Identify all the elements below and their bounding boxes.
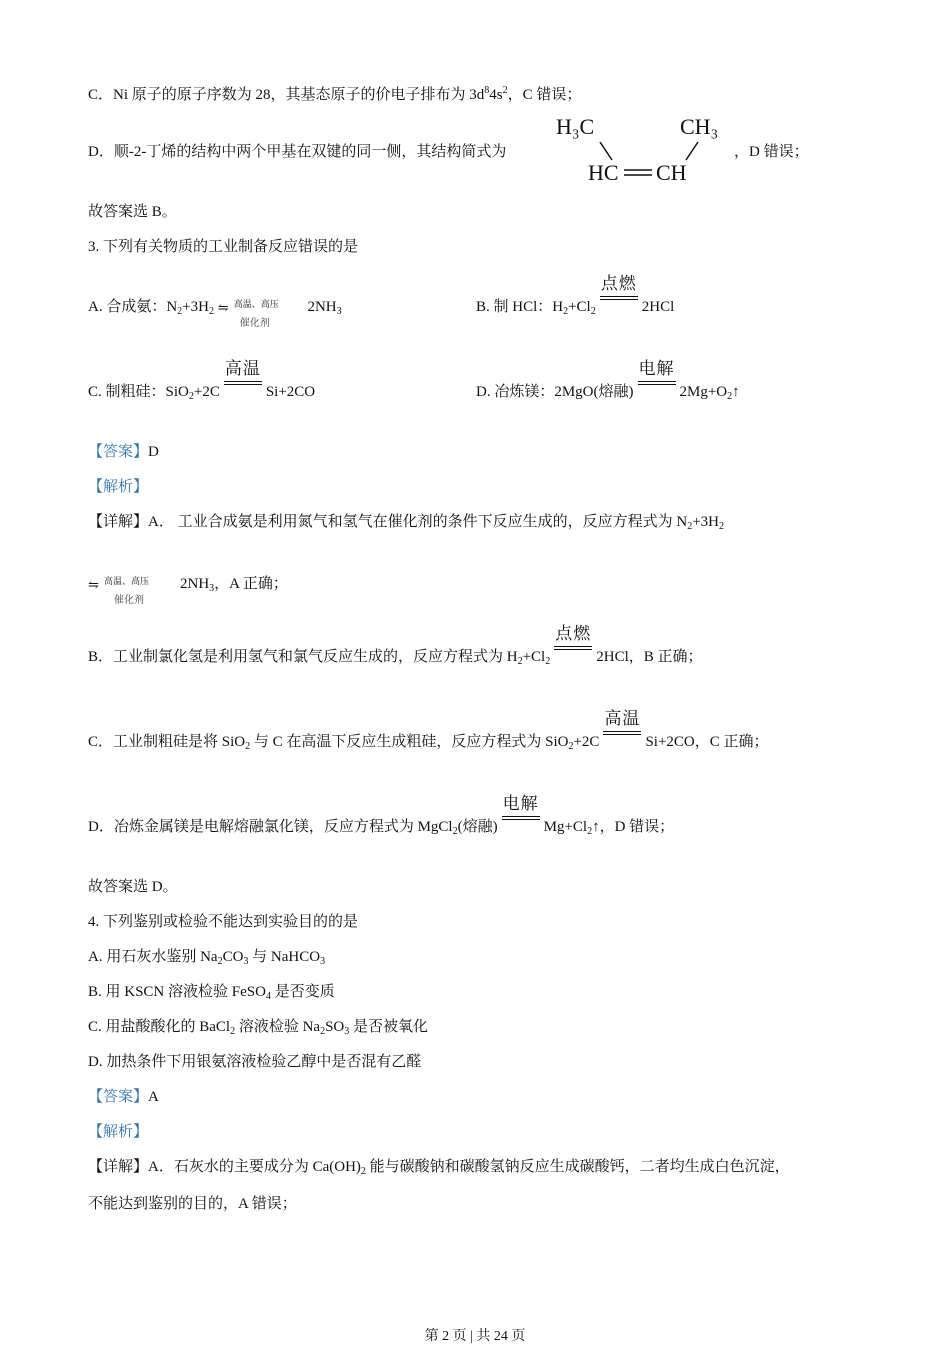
q3-option-c: C. 制粗硅：SiO$_2$+2C 高温 Si+2CO: [88, 358, 316, 402]
q3-option-d: D. 冶炼镁：2MgO(熔融) 电解 $2Mg+O_2↑$: [476, 358, 740, 402]
q3-option-b: B. 制 HCl：$H_2+Cl_2$ 点燃 2HCl: [476, 273, 675, 317]
q4-option-a: A. 用石灰水鉴别 $Na_2CO_3$ 与 NaHCO$_3$: [88, 949, 326, 967]
question-4: 4. 下列鉴别或检验不能达到实验目的的是: [88, 914, 359, 930]
detail-3b: B．工业制氯化氢是利用氢气和氯气反应生成的，反应方程式为 $H_2+Cl_2$ 点燃 2HCl，B 正确；: [88, 623, 703, 667]
answer-d: 故答案选 D。: [88, 879, 178, 895]
detail-3a-cont: ⇋ 高温、高压 催化剂 $2NH_3$，A 正确；: [88, 575, 288, 606]
option-d-tail: ，D 错误；: [734, 144, 809, 160]
detail-3d: D．冶炼金属镁是电解熔融氯化镁，反应方程式为 MgCl$_2$(熔融) 电解 $Mg+Cl_2↑$，D 错误；: [88, 793, 675, 837]
answer-3: 【答案】D: [88, 444, 159, 460]
detail-4a: 【详解】A．石灰水的主要成分为 $Ca(OH)_2$ 能与碳酸钠和碳酸氢钠反应生成碳酸钙，二者均生成白色沉淀，: [88, 1159, 790, 1177]
option-c-ni: C．Ni 原子的原子序数为 28，其基态原子的价电子排布为 $3d^84s^2$，C 错误；: [88, 85, 582, 103]
cis-2-butene-structure: H₃C CH₃ HC CH: [556, 114, 719, 185]
option-d-butene: D．顺-2-丁烯的结构中两个甲基在双键的同一侧，其结构简式为: [88, 144, 507, 160]
q3-option-a: A. 合成氨：$N_2+3H_2$ ⇋ 高温、高压 催化剂 $2NH_3$: [88, 298, 342, 329]
reversible-arrow: ⇋ 高温、高压 催化剂: [217, 298, 279, 329]
detail-4a-cont: 不能达到鉴别的目的，A 错误；: [88, 1196, 297, 1212]
q4-option-b: B. 用 KSCN 溶液检验 FeSO$_4$ 是否变质: [88, 984, 335, 1002]
q4-option-d: D. 加热条件下用银氨溶液检验乙醇中是否混有乙醛: [88, 1054, 422, 1070]
q4-option-c: C. 用盐酸酸化的 BaCl$_2$ 溶液检验 $Na_2SO_3$ 是否被氧化: [88, 1019, 429, 1037]
answer-b: 故答案选 B。: [88, 204, 177, 220]
detail-3c: C．工业制粗硅是将 SiO$_2$ 与 C 在高温下反应生成粗硅，反应方程式为 SiO$_2$+2C 高温 Si+2CO，C 正确；: [88, 708, 769, 752]
answer-4: 【答案】A: [88, 1089, 159, 1105]
analysis-label-4: 【解析】: [88, 1124, 149, 1140]
question-3: 3. 下列有关物质的工业制备反应错误的是: [88, 239, 359, 255]
analysis-label-3: 【解析】: [88, 479, 149, 495]
page-footer: 第 2 页 | 共 24 页: [424, 1329, 526, 1344]
reversible-arrow: ⇋ 高温、高压 催化剂: [88, 575, 150, 606]
detail-3a: 【详解】A． 工业合成氨是利用氮气和氢气在催化剂的条件下反应生成的，反应方程式为 $N_2+3H_2$: [88, 514, 724, 532]
